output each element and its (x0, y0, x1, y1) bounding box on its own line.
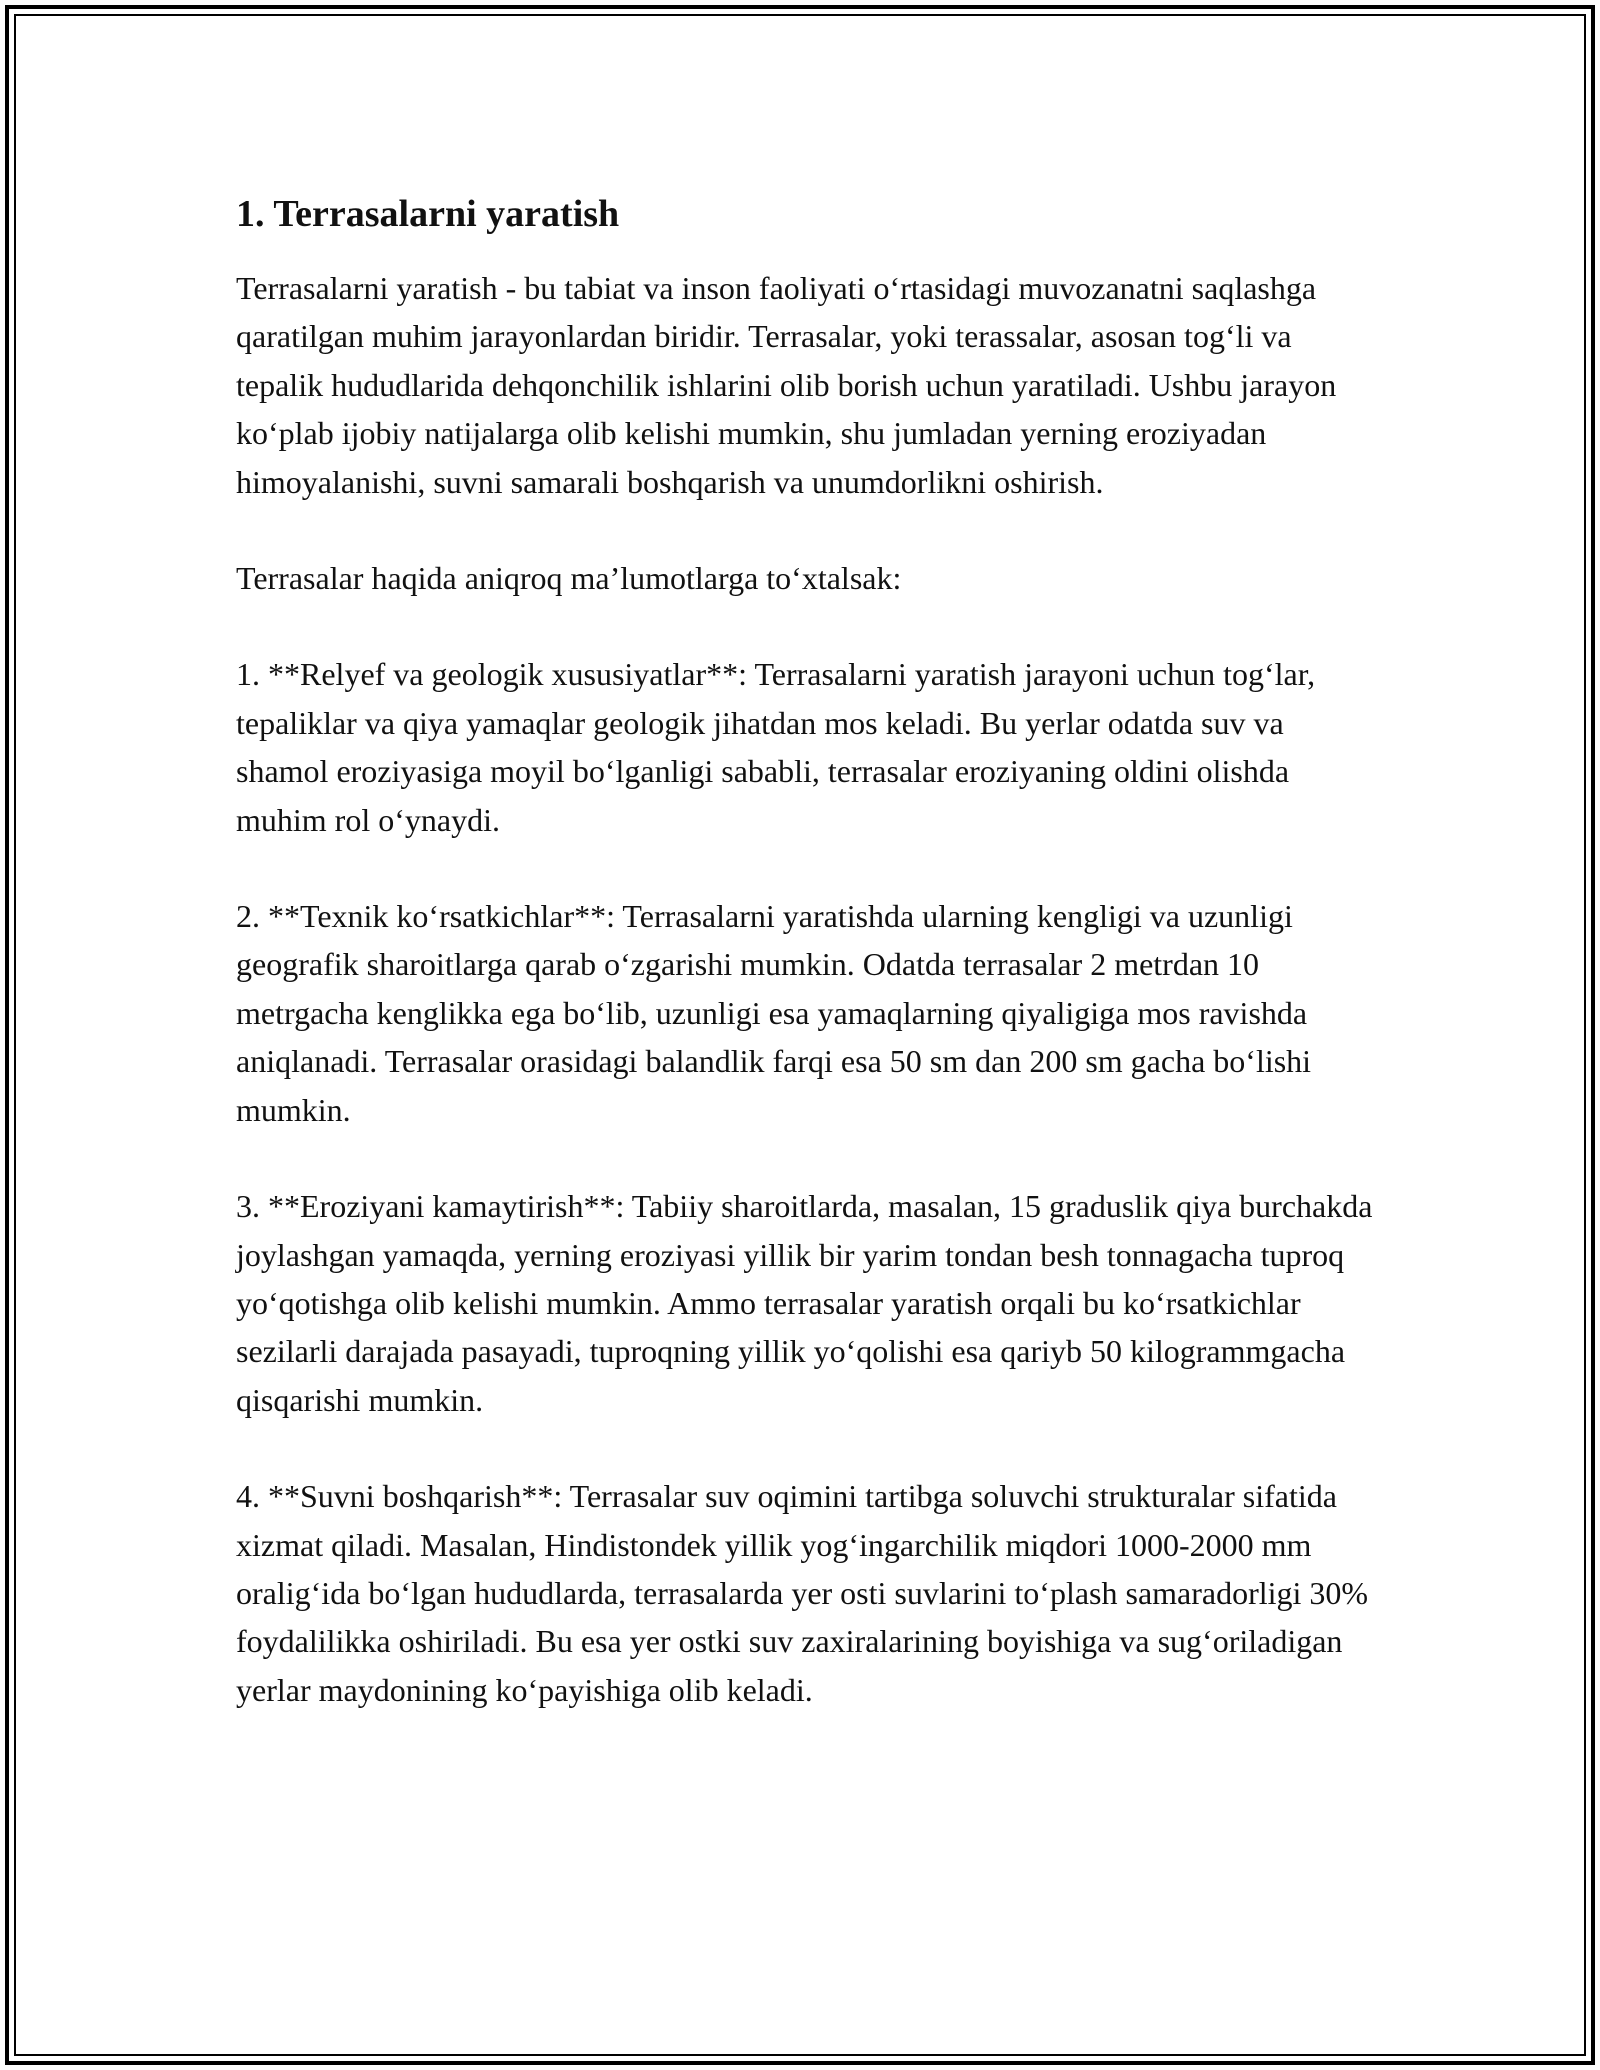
list-item-relief: 1. **Relyef va geologik xususiyatlar**: Terrasalarni yaratish jarayoni uchun tog‘lar, tepaliklar va qiya yamaqlar geologik jihatdan mos keladi. Bu yerlar odatda suv va shamol eroziyasiga moyil bo‘lganligi sababli, terrasalar eroziyaning oldini olishda muhim rol o‘ynaydi. (236, 656, 1316, 838)
list-item-water: 4. **Suvni boshqarish**: Terrasalar suv oqimini tartibga soluvchi strukturalar sifatida xizmat qiladi. Masalan, Hindistondek yillik yog‘ingarchilik miqdori 1000-2000 mm oralig‘ida bo‘lgan hududlarda, terrasalarda yer osti suvlarini to‘plash samaradorligi 30% foydalilikka oshiriladi. Bu esa yer ostki suv zaxiralarining boyishiga va sug‘oriladigan yerlar maydonining ko‘payishiga olib keladi. (236, 1478, 1369, 1708)
document-body (236, 186, 1376, 1762)
list-item-erosion: 3. **Eroziyani kamaytirish**: Tabiiy sharoitlarda, masalan, 15 graduslik qiya burchakda joylashgan yamaqda, yerning eroziyasi yillik bir yarim tondan besh tonnagacha tuproq yo‘qotishga olib kelishi mumkin. Ammo terrasalar yaratish orqali bu ko‘rsatkichlar sezilarli darajada pasayadi, tuproqning yillik yo‘qolishi esa qariyb 50 kilogrammgacha qisqarishi mumkin. (236, 1188, 1373, 1418)
lead-in-paragraph: Terrasalar haqida aniqroq ma’lumotlarga to‘xtalsak: (236, 560, 902, 597)
list-item-technical: 2. **Texnik ko‘rsatkichlar**: Terrasalarni yaratishda ularning kengligi va uzunligi geografik sharoitlarga qarab o‘zgarishi mumkin. Odatda terrasalar 2 metrdan 10 metrgacha kenglikka ega bo‘lib, uzunligi esa yamaqlarning qiyaligiga mos ravishda aniqlanadi. Terrasalar orasidagi balandlik farqi esa 50 sm dan 200 sm gacha bo‘lishi mumkin. (236, 898, 1312, 1128)
intro-paragraph: Terrasalarni yaratish - bu tabiat va inson faoliyati o‘rtasidagi muvozanatni saqlashga qaratilgan muhim jarayonlardan biridir. Terrasalar, yoki terassalar, asosan tog‘li va tepalik hududlarida dehqonchilik ishlarini olib borish uchun yaratiladi. Ushbu jarayon ko‘plab ijobiy natijalarga olib kelishi mumkin, shu jumladan yerning eroziyadan himoyalanishi, suvni samarali boshqarish va unumdorlikni oshirish. (236, 270, 1337, 500)
section-heading: 1. Terrasalarni yaratish (236, 193, 620, 235)
